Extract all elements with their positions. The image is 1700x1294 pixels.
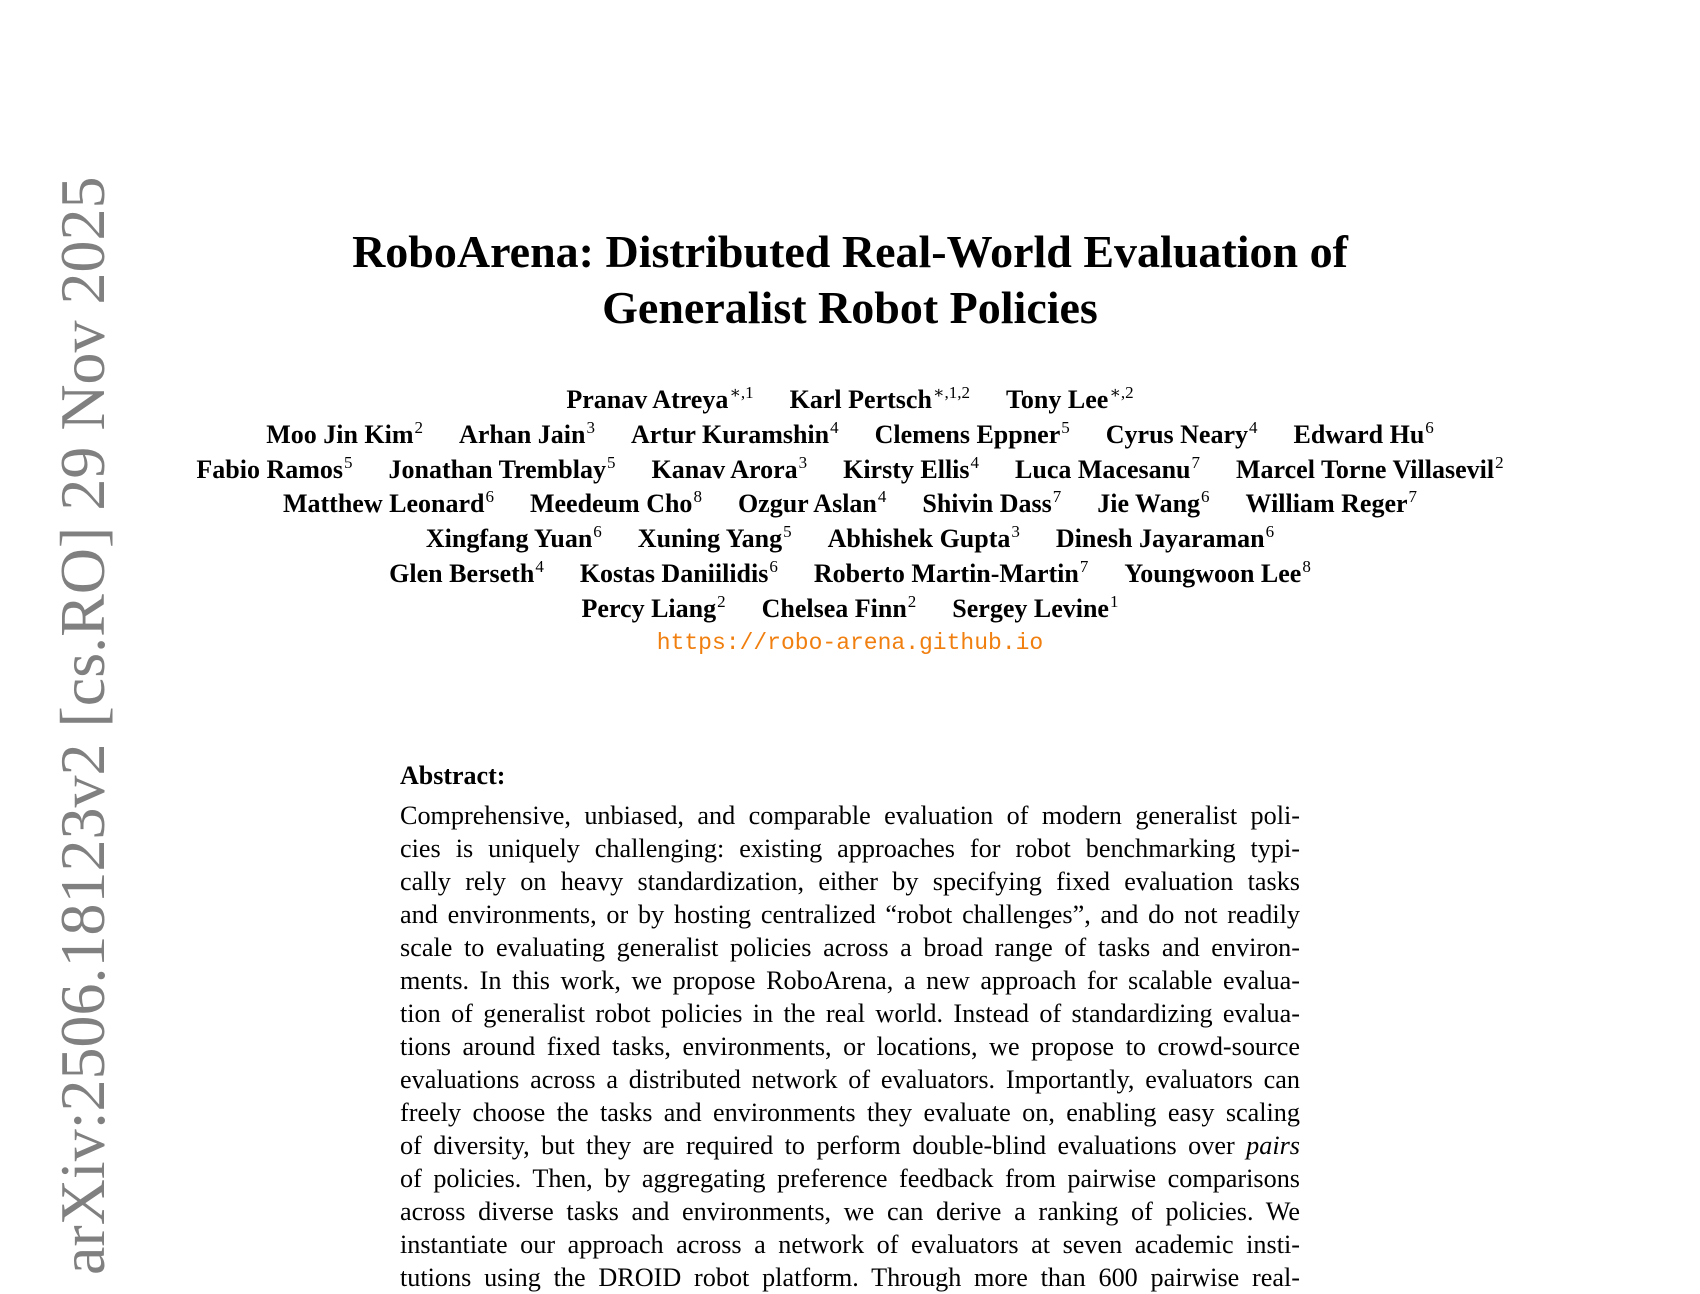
title-line-2: Generalist Robot Policies — [602, 282, 1098, 333]
author-name — [738, 488, 886, 523]
author-name-text: Matthew Leonard — [282, 489, 485, 519]
arxiv-stamp: arXiv:2506.18123v2 [cs.RO] 29 Nov 2025 — [47, 176, 118, 1275]
author-name — [843, 454, 979, 489]
project-url-link[interactable]: https://robo-arena.github.io — [656, 630, 1044, 656]
author-name-text: Artur Kuramshin — [630, 419, 830, 449]
author-name-text: Jie Wang — [1097, 489, 1201, 519]
author-affiliation-mark: 6 — [769, 556, 778, 576]
author-affiliation-mark: 4 — [877, 487, 887, 507]
author-affiliation-mark: 3 — [586, 417, 595, 437]
author-affiliation-mark: 6 — [1425, 417, 1434, 437]
author-name — [952, 593, 1118, 628]
abstract-line: instantiate our approach across a network of evaluators at seven academic insti- — [400, 1230, 1300, 1259]
author-name-text: Jonathan Tremblay — [388, 454, 606, 484]
author-name — [1124, 558, 1310, 593]
author-name-text: Youngwoon Lee — [1124, 558, 1302, 588]
author-name-text: Ozgur Aslan — [737, 489, 877, 519]
author-name — [828, 523, 1020, 558]
author-name-text: Xingfang Yuan — [425, 524, 593, 554]
abstract-line: freely choose the tasks and environments they evaluate on, enabling easy scaling — [400, 1098, 1300, 1127]
author-line — [100, 593, 1600, 628]
author-line — [100, 454, 1600, 489]
abstract-line: across diverse tasks and environments, we can derive a ranking of policies. We — [400, 1197, 1300, 1226]
author-name-text: Meedeum Cho — [529, 489, 693, 519]
abstract-line: tions around fixed tasks, environments, or locations, we propose to crowd-source — [400, 1032, 1300, 1061]
author-affiliation-mark: 1 — [1109, 591, 1119, 611]
author-name — [389, 558, 544, 593]
author-line — [100, 384, 1600, 419]
author-name — [762, 593, 917, 628]
author-affiliation-mark: ∗,1,2 — [932, 383, 970, 402]
author-affiliation-mark: 7 — [1052, 487, 1062, 507]
abstract-line: evaluations across a distributed network of evaluators. Importantly, evaluators can — [400, 1065, 1300, 1094]
author-name — [459, 419, 595, 454]
author-name — [790, 384, 970, 419]
author-affiliation-mark: 2 — [717, 591, 726, 611]
author-name — [631, 419, 839, 454]
author-name — [1106, 419, 1258, 454]
author-name-text: Shivin Dass — [922, 489, 1052, 519]
author-affiliation-mark: 4 — [830, 417, 839, 437]
abstract-body — [400, 799, 1300, 1294]
author-line — [100, 488, 1600, 523]
author-affiliation-mark: 5 — [344, 452, 353, 472]
author-affiliation-mark: 7 — [1191, 452, 1201, 472]
author-name — [1294, 419, 1434, 454]
abstract-italic-word: pairs — [1234, 1131, 1300, 1160]
author-line — [100, 523, 1600, 558]
author-name — [1015, 454, 1200, 489]
author-name — [651, 454, 807, 489]
abstract-heading: Abstract: — [400, 761, 506, 790]
author-affiliation-mark: 3 — [798, 452, 808, 472]
author-affiliation-mark: 4 — [535, 556, 544, 576]
title-line-1: RoboArena: Distributed Real-World Evaluation of — [352, 226, 1348, 277]
author-name-text: Edward Hu — [1293, 419, 1425, 449]
author-name — [814, 558, 1088, 593]
author-name-text: Marcel Torne Villasevil — [1236, 454, 1495, 484]
author-name-text: Cyrus Neary — [1105, 419, 1249, 449]
author-name-text: Moo Jin Kim — [266, 419, 414, 449]
paper-title — [0, 224, 1700, 336]
author-name-text: Xuning Yang — [637, 524, 783, 554]
author-name-text: Kostas Daniilidis — [579, 558, 769, 588]
author-name-text: Kirsty Ellis — [843, 454, 970, 484]
author-affiliation-mark: ∗,1 — [729, 383, 754, 402]
author-name — [283, 488, 494, 523]
abstract-line: and environments, or by hosting centralized “robot challenges”, and do not readily — [400, 900, 1300, 929]
abstract-line: Comprehensive, unbiased, and comparable evaluation of modern generalist poli- — [400, 801, 1300, 830]
author-affiliation-mark: 6 — [593, 522, 602, 542]
abstract-line: of diversity, but they are required to perform double-blind evaluations over pairs — [400, 1131, 1300, 1160]
author-name-text: Karl Pertsch — [789, 385, 932, 414]
author-name — [266, 419, 423, 454]
abstract-line: tutions using the DROID robot platform. Through more than 600 pairwise real- — [400, 1263, 1300, 1292]
author-name — [426, 523, 602, 558]
author-name — [530, 488, 702, 523]
author-name — [1006, 384, 1134, 419]
author-affiliation-mark: 4 — [970, 452, 980, 472]
abstract-line: of policies. Then, by aggregating preference feedback from pairwise comparisons — [400, 1164, 1300, 1193]
author-name — [1097, 488, 1209, 523]
abstract-line: scale to evaluating generalist policies across a broad range of tasks and environ- — [400, 933, 1300, 962]
author-affiliation-mark: 4 — [1249, 417, 1258, 437]
author-list — [100, 384, 1600, 628]
author-name — [389, 454, 616, 489]
author-affiliation-mark: 8 — [1302, 556, 1311, 576]
author-name-text: Luca Macesanu — [1015, 454, 1191, 484]
author-name — [875, 419, 1070, 454]
author-affiliation-mark: 8 — [693, 487, 702, 507]
author-name-text: Sergey Levine — [952, 593, 1109, 623]
author-name-text: Percy Liang — [581, 593, 717, 623]
author-affiliation-mark: 2 — [1495, 452, 1504, 472]
author-name-text: Glen Berseth — [389, 558, 535, 588]
author-name — [566, 384, 753, 419]
author-line — [100, 419, 1600, 454]
author-affiliation-mark: 6 — [485, 487, 494, 507]
author-name — [1056, 523, 1274, 558]
abstract-line: ments. In this work, we propose RoboArena, a new approach for scalable evalua- — [400, 966, 1300, 995]
author-name-text: Clemens Eppner — [874, 419, 1061, 449]
author-name-text: William Reger — [1245, 489, 1408, 519]
author-affiliation-mark: 3 — [1011, 522, 1020, 542]
author-name-text: Chelsea Finn — [761, 593, 907, 623]
author-affiliation-mark: 5 — [1061, 417, 1070, 437]
author-affiliation-mark: 6 — [1201, 487, 1210, 507]
author-affiliation-mark: 2 — [907, 591, 917, 611]
author-affiliation-mark: 5 — [606, 452, 616, 472]
author-name-text: Dinesh Jayaraman — [1055, 524, 1265, 554]
author-affiliation-mark: 6 — [1265, 522, 1275, 542]
author-name — [1236, 454, 1504, 489]
author-affiliation-mark: 7 — [1079, 556, 1089, 576]
author-name — [638, 523, 792, 558]
author-name — [582, 593, 726, 628]
author-affiliation-mark: 7 — [1408, 487, 1418, 507]
author-name — [922, 488, 1061, 523]
abstract-line: cies is uniquely challenging: existing approaches for robot benchmarking typi- — [400, 834, 1300, 863]
author-name-text: Roberto Martin-Martin — [813, 558, 1079, 588]
author-name — [196, 454, 352, 489]
author-line — [100, 558, 1600, 593]
author-name-text: Kanav Arora — [651, 454, 798, 484]
author-name-text: Fabio Ramos — [196, 454, 344, 484]
author-name-text: Abhishek Gupta — [827, 524, 1011, 554]
author-name-text: Arhan Jain — [459, 419, 586, 449]
abstract-line: tion of generalist robot policies in the real world. Instead of standardizing evalua- — [400, 999, 1300, 1028]
author-name-text: Pranav Atreya — [566, 385, 729, 414]
author-affiliation-mark: 5 — [783, 522, 792, 542]
author-affiliation-mark: 2 — [414, 417, 424, 437]
abstract-line: cally rely on heavy standardization, either by specifying fixed evaluation tasks — [400, 867, 1300, 896]
author-name-text: Tony Lee — [1005, 385, 1109, 414]
author-name — [580, 558, 778, 593]
author-affiliation-mark: ∗,2 — [1109, 383, 1134, 402]
author-name — [1246, 488, 1417, 523]
